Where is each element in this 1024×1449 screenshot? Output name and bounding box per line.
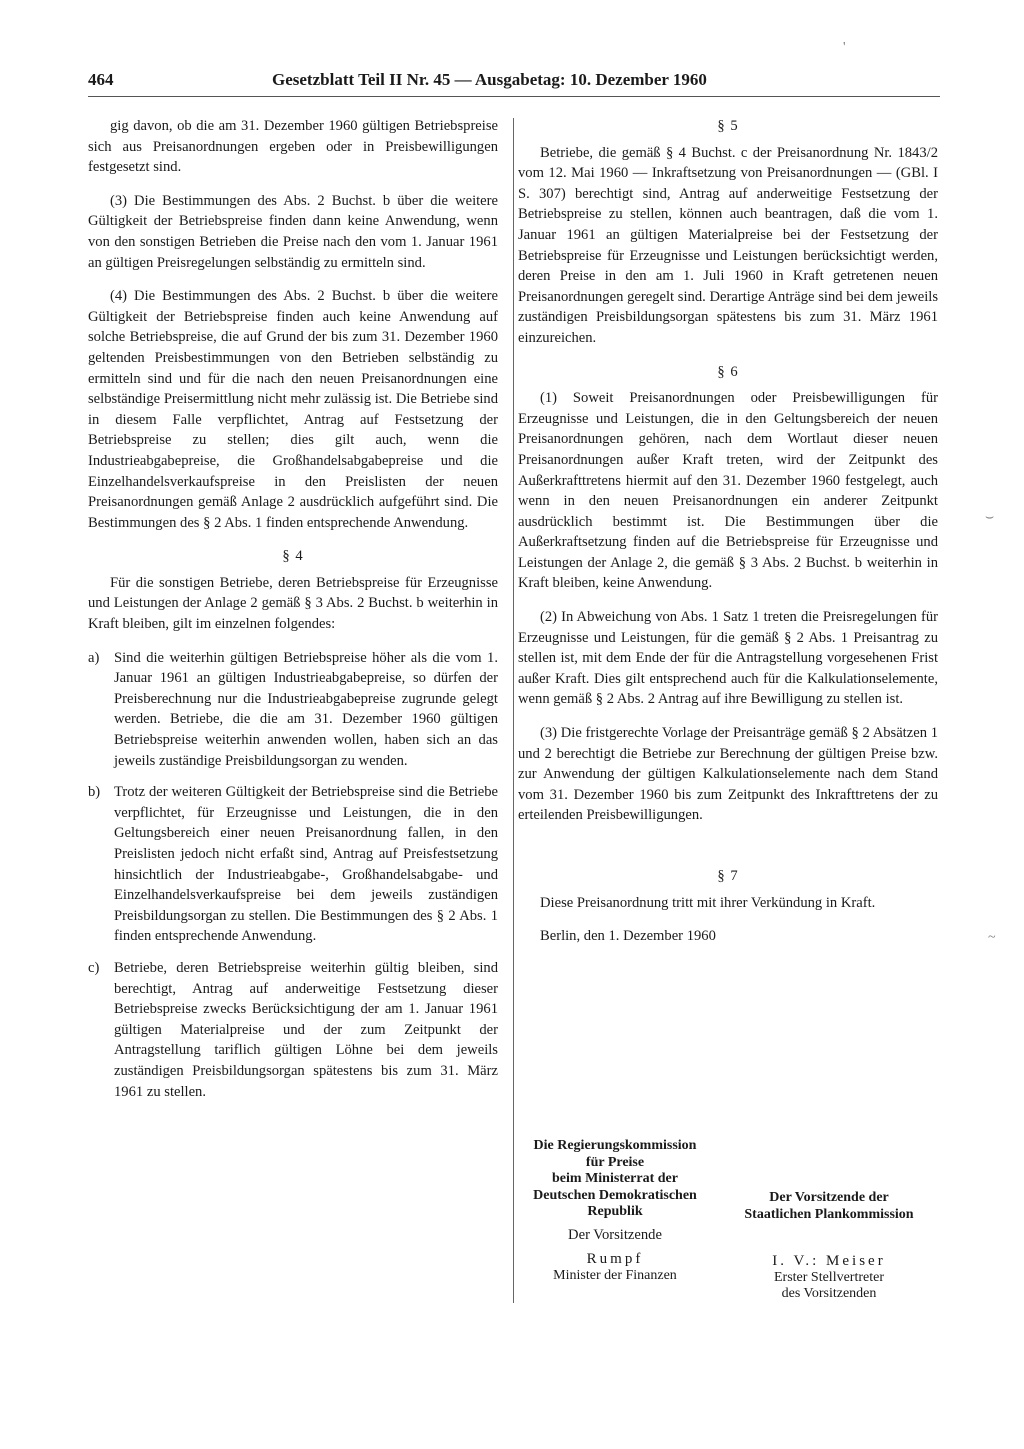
scan-mark: ' xyxy=(843,40,846,55)
signature-org-line: beim Ministerrat der xyxy=(552,1171,678,1186)
section-6-paragraph-2: (2) In Abweichung von Abs. 1 Satz 1 treten die Preisregelungen für Erzeugnisse und Leistungen, für die gemäß § 2 Abs. 1 Preisantrag zu stellen ist, mit dem Ende der für die Antragstellung vorgesehenen Frist außer Kraft. Dies gilt entsprechend auch für die Kalkulationselemente, wenn gemäß § 2 Abs. 2 Antrag auf ihre Bewilligung zu stellen ist. xyxy=(518,609,938,708)
paragraph-3: (3) Die Bestimmungen des Abs. 2 Buchst. b über die weitere Gültigkeit der Betriebspreise finden dann keine Anwendung, wenn von den sonstigen Betrieben die Preise nach den vom 1. Januar 1961 an gültigen Preisregelungen selbständig zu ermitteln sind. xyxy=(88,192,498,271)
section-heading-4: § 4 xyxy=(282,548,304,565)
paragraph-continued: gig davon, ob die am 31. Dezember 1960 gültigen Betriebspreise sich aus Preisanordnungen ergeben oder in Preisbewilligungen festgesetzt sind. xyxy=(88,118,498,176)
signature-org-line: Der Vorsitzende der xyxy=(769,1190,889,1205)
page-header-title: Gesetzblatt Teil II Nr. 45 — Ausgabetag: 10. Dezember 1960 xyxy=(272,70,707,89)
signature-org-line: für Preise xyxy=(585,1154,645,1170)
signature-org-line: Staatlichen Plankommission xyxy=(744,1206,914,1222)
signature-org-line: Republik xyxy=(587,1204,643,1219)
list-item-label: b) xyxy=(88,784,101,801)
signatory-name: Rumpf xyxy=(586,1251,644,1267)
section-6-paragraph-1: (1) Soweit Preisanordnungen oder Preisbewilligungen für Erzeugnisse und Leistungen, die in den Geltungsbereich der neuen Preisanordnungen gehören, nach dem Wortlaut dieser neuen Preisanordnungen außer Kraft treten, wird der Zeitpunkt des Außerkrafttretens hiermit auf den 31. Dezember 1960 festgelegt, auch wenn in den neuen Preisanordnungen ein anderer Zeitpunkt ausdrücklich bestimmt ist. Die Bestimmungen über die Außerkraftsetzung finden auf die Betriebspreise für Erzeugnisse und Leistungen der Anlage 2, die gemäß § 3 Abs. 2 Buchst. b weiterhin in Kraft bleiben, keine Anwendung. xyxy=(518,390,938,592)
signatory-name: I. V.: Meiser xyxy=(772,1253,886,1269)
list-item-text: Betriebe, deren Betriebspreise weiterhin gültig bleiben, sind berechtigt, Antrag auf anderweitige Festsetzung dieser Betriebspreise zwecks Berücksichtigung der am 1. Januar 1961 gültigen Materialpreise und der zum Zeitpunkt der Antragstellung tariflich gültigen Löhne bei dem jeweils zuständigen Preisbildungsorgan spätestens bis zum 31. März 1961 zu stellen. xyxy=(114,959,498,1100)
list-item xyxy=(88,958,498,1102)
column-divider xyxy=(513,118,514,1303)
signatory-title: Minister der Finanzen xyxy=(553,1267,677,1283)
list-item xyxy=(88,782,498,947)
signatory-title-line: Erster Stellvertreter xyxy=(773,1269,884,1285)
section-4-list xyxy=(88,648,498,1102)
section-4-intro: Für die sonstigen Betriebe, deren Betriebspreise für Erzeugnisse und Leistungen der Anlage 2 gemäß § 3 Abs. 2 Buchst. b weiterhin in Kraft bleiben, gilt im einzelnen folgendes: xyxy=(88,574,498,633)
list-item-label: a) xyxy=(88,649,100,666)
list-item-text: Sind die weiterhin gültigen Betriebspreise höher als die vom 1. Januar 1961 an gültigen Industrieabgabepreise, so dürfen der Preisberechnung nur die Industrieabgabepreise zugrunde gelegt werden. Betriebe, die die am 31. Dezember 1960 gültigen Betriebspreise weiterhin anwenden wollen, haben sich an das jeweils zuständige Preisbildungsorgan zu wenden. xyxy=(114,649,498,769)
place-and-date: Berlin, den 1. Dezember 1960 xyxy=(540,928,716,945)
right-column xyxy=(518,116,938,960)
signature-role: Der Vorsitzende xyxy=(568,1226,662,1243)
scan-mark: ~ xyxy=(988,930,996,945)
signature-block-right xyxy=(718,1190,940,1303)
section-6-paragraph-3: (3) Die fristgerechte Vorlage der Preisanträge gemäß § 2 Absätzen 1 und 2 berechtigt die Betriebe zur Berechnung der gültigen Preise bzw. zur Anwendung der gültigen Kalkulationselemente nach dem Stand vom 31. Dezember 1960 bis zum Zeitpunkt des Inkrafttretens der zu erteilenden Preisbewilligungen. xyxy=(518,725,938,824)
section-heading-7: § 7 xyxy=(717,868,739,884)
section-5-text: Betriebe, die gemäß § 4 Buchst. c der Preisanordnung Nr. 1843/2 vom 12. Mai 1960 — Inkraftsetzung von Preisanordnungen — (GBl. I S. 307) berechtigt sind, Antrag auf anderweitige Festsetzung der Betriebspreise zu stellen, können auch beantragen, daß die vom 1. Januar 1961 an gültigen Materialpreise bei der Festsetzung der Betriebspreise für Erzeugnisse und Leistungen berücksichtigt werden, deren Preise in den am 1. Juli 1960 in Kraft getretenen neuen Preisanordnungen geregelt sind. Derartige Anträge sind bei dem jeweils zuständigen Preisbildungsorgan spätestens bis zum 31. März 1961 einzureichen. xyxy=(518,144,938,346)
signature-org-line: Deutschen Demokratischen xyxy=(533,1187,697,1203)
paragraph-4: (4) Die Bestimmungen des Abs. 2 Buchst. b über die weitere Gültigkeit der Betriebspreise finden auch keine Anwendung auf solche Betriebspreise, die auf Grund der bis zum 31. Dezember 1960 geltenden Preisbestimmungen von den Betrieben selbständig zu ermitteln sind und für die nach den neuen Preisanordnungen eine selbständige Preisermittlung nicht mehr zulässig ist. Die Betriebe sind in diesem Falle verpflichtet, Antrag auf Festsetzung der Betriebspreise zu stellen; dies gilt auch, wenn die Industrieabgabepreise, die Großhandelsabgabepreise und die Einzelhandelsverkaufspreise in den Preislisten der neuen Preisanordnungen gemäß Anlage 2 ausdrücklich aufgeführt sind. Die Bestimmungen des § 2 Abs. 1 finden entsprechende Anwendung. xyxy=(88,288,498,531)
section-heading-6: § 6 xyxy=(717,363,739,380)
signature-org-line: Die Regierungskommission xyxy=(533,1138,697,1153)
header-rule xyxy=(88,96,940,97)
list-item-text: Trotz der weiteren Gültigkeit der Betriebspreise sind die Betriebe verpflichtet, für Erzeugnisse und Leistungen, die in den Geltungsbereich einer neuen Preisanordnung fallen, in den Preislisten jedoch nicht erfaßt sind, Antrag auf Preisfestsetzung hinsichtlich der Industrieabgabe-, Großhandelsabgabe- und Einzelhandelsverkaufspreise bei dem jeweils zuständigen Preisbildungsorgan zu stellen. Die Bestimmungen des § 2 Abs. 1 finden entsprechende Anwendung. xyxy=(114,784,498,945)
section-7-text: Diese Preisanordnung tritt mit ihrer Verkündung in Kraft. xyxy=(540,894,876,911)
list-item xyxy=(88,648,498,772)
left-column xyxy=(88,116,498,1115)
page-number: 464 xyxy=(88,70,114,89)
signatory-title-line: des Vorsitzenden xyxy=(781,1286,877,1301)
signature-block-left xyxy=(510,1138,720,1284)
section-heading-5: § 5 xyxy=(717,118,739,134)
list-item-label: c) xyxy=(88,959,100,976)
scan-mark: ⌣ xyxy=(985,510,995,525)
